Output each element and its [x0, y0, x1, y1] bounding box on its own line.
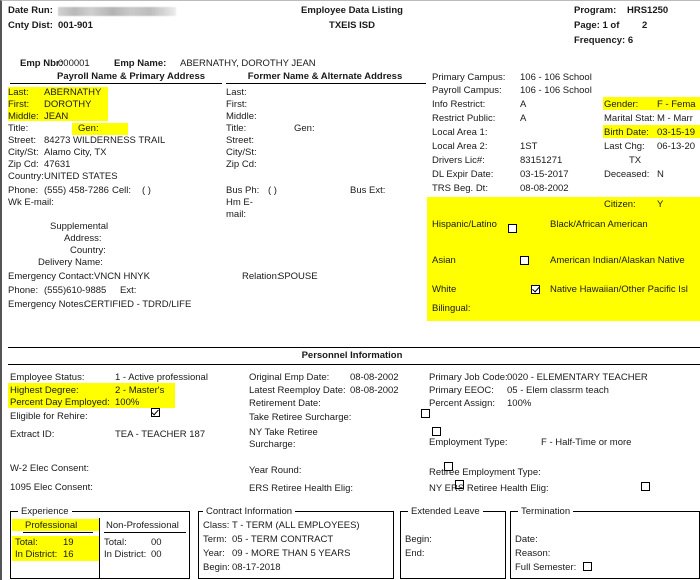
eligible-for-rehire-checkbox[interactable] [151, 408, 160, 417]
former-first-label: First: [226, 99, 248, 110]
citizen-value: Y [657, 199, 664, 210]
termination-group [510, 506, 700, 579]
emp-nbr-label: Emp Nbr: [20, 58, 63, 69]
former-zip-label: Zip Cd: [226, 159, 257, 170]
emp-name-value: ABERNATHY, DOROTHY JEAN [180, 58, 316, 69]
emergency-phone-value: (555)610-9885 [44, 285, 107, 296]
black-african-american-label: Black/African American [550, 219, 648, 230]
termination-full-semester-label: Full Semester: [515, 562, 577, 573]
hm-email-label-line2: mail: [226, 209, 247, 220]
local-area-2-value: 1ST [520, 141, 538, 152]
birth-date-value: 03-15-19 [657, 127, 696, 138]
hm-email-label-line1: Hm E- [226, 197, 253, 208]
contract-class-value: T - TERM (ALL EMPLOYEES) [232, 520, 360, 531]
program-label: Program: [574, 5, 617, 16]
primary-eeoc-value: 05 - Elem classrm teach [507, 385, 609, 396]
deceased-value: N [657, 169, 664, 180]
report-subtitle: TXEIS ISD [329, 20, 375, 31]
contract-year-value: 09 - MORE THAN 5 YEARS [232, 548, 351, 559]
state-value: TX [629, 155, 642, 166]
non-professional-total-value: 00 [151, 537, 162, 548]
percent-assign-value: 100% [507, 398, 532, 409]
bus-ph-label: Bus Ph: [226, 185, 260, 196]
professional-header-rule [23, 532, 93, 533]
non-professional-in-district-value: 00 [151, 549, 162, 560]
deceased-label: Deceased: [604, 169, 650, 180]
former-street-label: Street: [226, 135, 254, 146]
contract-term-label: Term: [203, 534, 227, 545]
employment-type-label: Employment Type: [429, 437, 508, 448]
experience-column-divider [99, 518, 100, 578]
payroll-name-heading-rule [10, 83, 222, 84]
supplemental-address-label: Address: [64, 233, 102, 244]
ny-ers-retiree-health-elig-label: NY ERS Retiree Health Elig: [429, 483, 549, 494]
gender-value: F - Fema [657, 99, 696, 110]
primary-eeoc-label: Primary EEOC: [429, 385, 494, 396]
professional-total-value: 19 [63, 537, 74, 548]
employee-status-label: Employee Status: [10, 372, 85, 383]
extract-id-value: TEA - TEACHER 187 [115, 429, 206, 440]
hispanic-latino-label: Hispanic/Latino [432, 219, 497, 230]
contract-information-group [198, 506, 394, 579]
retirement-date-label: Retirement Date: [249, 398, 321, 409]
frequency-label: Frequency: 6 [574, 35, 634, 46]
eligible-for-rehire-label: Eligible for Rehire: [10, 411, 88, 422]
supplemental-country-label: Country: [70, 245, 106, 256]
emergency-contact-label: Emergency Contact: [8, 271, 95, 282]
original-emp-date-value: 08-08-2002 [350, 372, 399, 383]
payroll-gen-label: Gen: [78, 123, 99, 134]
payroll-middle-label: Middle: [8, 111, 39, 122]
personnel-section-top-rule [8, 347, 700, 348]
gender-label: Gender: [604, 99, 639, 110]
payroll-city-st-value: Alamo City, TX [44, 147, 107, 158]
payroll-city-st-label: City/St: [8, 147, 39, 158]
extended-leave-begin-label: Begin: [405, 534, 432, 545]
primary-job-code-label: Primary Job Code: [429, 372, 508, 383]
ers-retiree-health-elig-label: ERS Retiree Health Elig: [249, 483, 354, 494]
birth-date-label: Birth Date: [604, 127, 649, 138]
bus-ext-label: Bus Ext: [350, 185, 386, 196]
last-chg-label: Last Chg: [604, 141, 645, 152]
date-run-label: Date Run: [8, 5, 53, 16]
emp-name-label: Emp Name: [114, 58, 167, 69]
1095-elec-consent-label: 1095 Elec Consent: [10, 482, 93, 493]
american-indian-alaskan-native-label: American Indian/Alaskan Native [550, 255, 685, 266]
full-semester-checkbox[interactable] [583, 562, 592, 571]
payroll-campus-label: Payroll Campus: [432, 85, 502, 96]
highest-degree-value: 2 - Master's [115, 385, 165, 396]
program-value: HRS1250 [627, 5, 669, 16]
former-name-heading-rule [226, 83, 426, 84]
contract-begin-label: Begin: [203, 562, 230, 573]
dl-expir-label: DL Expir Date: [432, 169, 494, 180]
relation-label: Relation: [242, 271, 280, 282]
payroll-title-label: Title: [8, 123, 29, 134]
experience-legend: Experience [18, 506, 72, 518]
payroll-middle-value: JEAN [44, 111, 69, 122]
payroll-cell-label: Cell: [112, 185, 132, 196]
dl-expir-value: 03-15-2017 [520, 169, 569, 180]
payroll-first-value: DOROTHY [44, 99, 92, 110]
termination-date-label: Date: [515, 534, 538, 545]
experience-total-label-nonprof: Total: [104, 537, 127, 548]
payroll-last-label: Last: [8, 87, 29, 98]
payroll-street-value: 84273 WILDERNESS TRAIL [44, 135, 166, 146]
payroll-zip-value: 47631 [44, 159, 71, 170]
drivers-lic-label: Drivers Lic#: [432, 155, 485, 166]
termination-legend: Termination [518, 506, 573, 518]
cnty-dist-value: 001-901 [58, 20, 93, 31]
drivers-lic-value: 83151271 [520, 155, 563, 166]
delivery-name-label: Delivery Name: [38, 257, 103, 268]
former-title-label: Title: [226, 123, 247, 134]
info-restrict-label: Info Restrict: [432, 99, 486, 110]
info-restrict-value: A [520, 99, 527, 110]
payroll-last-value: ABERNATHY [44, 87, 102, 98]
non-professional-header: Non-Professional [106, 520, 179, 531]
marital-stat-label: Marital Stat: [604, 113, 655, 124]
emp-nbr-value: 000001 [58, 58, 90, 69]
highest-degree-label: Highest Degree: [10, 385, 79, 396]
payroll-country-value: UNITED STATES [44, 171, 118, 182]
ny-take-retiree-label-line2: Surcharge: [249, 439, 296, 450]
supplemental-label: Supplemental [50, 221, 109, 232]
local-area-1-label: Local Area 1: [432, 127, 488, 138]
personnel-section-title: Personnel Information [301, 350, 403, 361]
emergency-notes-value: CERTIFIED - TDRD/LIFE [84, 299, 192, 310]
citizen-label: Citizen: [604, 199, 636, 210]
w2-elec-consent-label: W-2 Elec Consent: [10, 463, 90, 474]
latest-reemploy-date-value: 08-08-2002 [350, 385, 399, 396]
payroll-campus-value: 106 - 106 School [520, 85, 592, 96]
primary-campus-value: 106 - 106 School [520, 72, 592, 83]
ny-ers-retiree-health-elig-checkbox[interactable] [641, 482, 650, 491]
retiree-employment-type-label: Retiree Employment Type: [429, 467, 541, 478]
white-checkbox[interactable] [531, 285, 540, 294]
asian-checkbox[interactable] [520, 256, 529, 265]
take-retiree-surcharge-label: Take Retiree Surcharge: [249, 412, 352, 423]
year-round-label: Year Round: [249, 465, 302, 476]
original-emp-date-label: Original Emp Date: [249, 372, 330, 383]
contract-information-legend: Contract Information [203, 506, 295, 518]
relation-value: SPOUSE [278, 271, 318, 282]
former-middle-label: Middle: [226, 111, 257, 122]
page-value: 2 [642, 20, 648, 31]
extended-leave-group [400, 506, 506, 579]
percent-day-employed-label: Percent Day Employed: [10, 397, 110, 408]
percent-assign-label: Percent Assign: [429, 398, 496, 409]
extract-id-label: Extract ID: [10, 429, 55, 440]
professional-in-district-value: 16 [63, 549, 74, 560]
local-area-2-label: Local Area 2: [432, 141, 488, 152]
trs-beg-value: 08-08-2002 [520, 183, 569, 194]
report-header [2, 1, 700, 53]
professional-header: Professional [25, 520, 78, 531]
primary-campus-label: Primary Campus: [432, 72, 506, 83]
former-last-label: Last: [226, 87, 247, 98]
cnty-dist-label: Cnty Dist: [8, 20, 53, 31]
former-name-heading: Former Name & Alternate Address [247, 71, 403, 82]
contract-term-value: 05 - TERM CONTRACT [232, 534, 334, 545]
emergency-ext-label: Ext: [120, 285, 137, 296]
white-label: White [432, 284, 457, 295]
native-hawaiian-pacific-islander-label: Native Hawaiian/Other Pacific Isl [550, 284, 688, 295]
page-label: Page: 1 of [574, 20, 620, 31]
employment-type-value: F - Half-Time or more [541, 437, 632, 448]
take-retiree-surcharge-checkbox[interactable] [421, 409, 430, 418]
asian-label: Asian [432, 255, 456, 266]
bus-ph-value: ( ) [268, 185, 277, 196]
emergency-notes-label: Emergency Notes: [8, 299, 87, 310]
payroll-zip-label: Zip Cd: [8, 159, 39, 170]
extended-leave-legend: Extended Leave [408, 506, 483, 518]
former-gen-label: Gen: [294, 123, 315, 134]
emergency-contact-value: VNCN HNYK [94, 271, 150, 282]
extended-leave-end-label: End: [405, 548, 425, 559]
employee-status-value: 1 - Active professional [115, 372, 208, 383]
payroll-street-label: Street: [8, 135, 36, 146]
last-chg-value: 06-13-20 [657, 141, 696, 152]
latest-reemploy-date-label: Latest Reemploy Date: [249, 385, 346, 396]
payroll-country-label: Country: [8, 171, 44, 182]
emergency-phone-label: Phone: [8, 285, 39, 296]
experience-total-label-prof: Total: [15, 537, 38, 548]
payroll-wk-email-label: Wk E-mail: [8, 197, 54, 208]
payroll-phone-value: (555) 458-7286 [44, 185, 109, 196]
restrict-public-label: Restrict Public: [432, 113, 496, 124]
non-professional-header-rule [104, 532, 186, 533]
experience-group [10, 506, 190, 579]
termination-reason-label: Reason: [515, 548, 551, 559]
personnel-section-bottom-rule [8, 364, 700, 365]
marital-stat-value: M - Marr [657, 113, 693, 124]
bilingual-label: Bilingual: [432, 303, 471, 314]
hispanic-latino-checkbox[interactable] [508, 224, 517, 233]
payroll-phone-label: Phone: [8, 185, 39, 196]
payroll-name-heading: Payroll Name & Primary Address [56, 71, 206, 82]
ny-take-retiree-label-line1: NY Take Retiree [249, 427, 318, 438]
restrict-public-value: A [520, 113, 527, 124]
contract-class-label: Class: [203, 520, 230, 531]
payroll-first-label: First: [8, 99, 30, 110]
former-city-st-label: City/St: [226, 147, 257, 158]
trs-beg-label: TRS Beg. Dt: [432, 183, 488, 194]
report-title: Employee Data Listing [301, 5, 403, 16]
payroll-cell-value: ( ) [142, 185, 151, 196]
primary-job-code-value: 0020 - ELEMENTARY TEACHER [507, 372, 648, 383]
percent-day-employed-value: 100% [115, 397, 140, 408]
contract-year-label: Year: [203, 548, 225, 559]
ny-take-retiree-surcharge-checkbox[interactable] [432, 427, 441, 436]
contract-begin-value: 08-17-2018 [232, 562, 281, 573]
experience-in-district-label-nonprof: In District: [104, 549, 147, 560]
experience-in-district-label-prof: In District: [15, 549, 58, 560]
